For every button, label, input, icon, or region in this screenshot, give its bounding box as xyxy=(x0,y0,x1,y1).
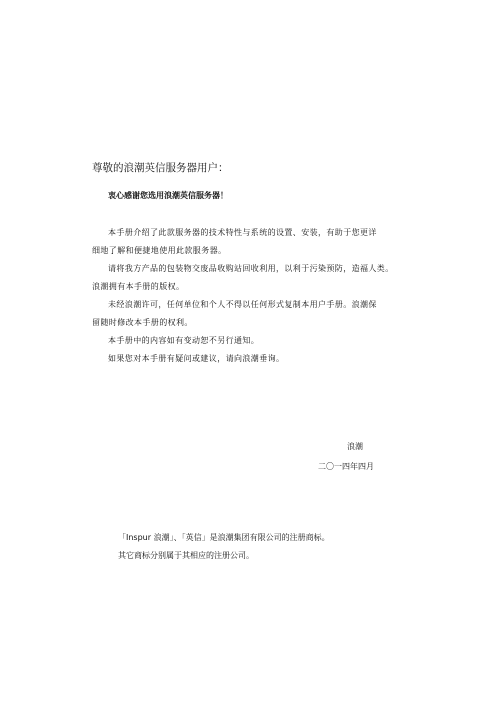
body-line: 细地了解和便捷地使用此款服务器。 xyxy=(92,246,227,255)
signature: 浪潮 xyxy=(347,442,363,451)
trademark-notice: 「Inspur 浪潮」、「英信」是浪潮集团有限公司的注册商标。 xyxy=(118,533,330,542)
body-line: 浪潮拥有本手册的版权。 xyxy=(92,282,185,291)
body-line: 本手册中的内容如有变动恕不另行通知。 xyxy=(108,336,260,345)
body-line: 本手册介绍了此款服务器的技术特性与系统的设置、安装，有助于您更详 xyxy=(108,228,377,237)
body-line: 未经浪潮许可，任何单位和个人不得以任何形式复制本用户手册。浪潮保 xyxy=(108,300,377,309)
body-line: 请将我方产品的包装物交废品收购站回收利用，以利于污染预防，造福人类。 xyxy=(108,264,394,273)
date: 二〇一四年四月 xyxy=(318,462,374,471)
body-line: 留随时修改本手册的权利。 xyxy=(92,318,193,327)
other-trademarks-notice: 其它商标分别属于其相应的注册公司。 xyxy=(118,551,254,560)
thanks-line: 衷心感谢您选用浪潮英信服务器！ xyxy=(108,191,228,200)
body-line: 如果您对本手册有疑问或建议，请向浪潮垂询。 xyxy=(108,354,285,363)
salutation: 尊敬的浪潮英信服务器用户： xyxy=(92,162,229,174)
